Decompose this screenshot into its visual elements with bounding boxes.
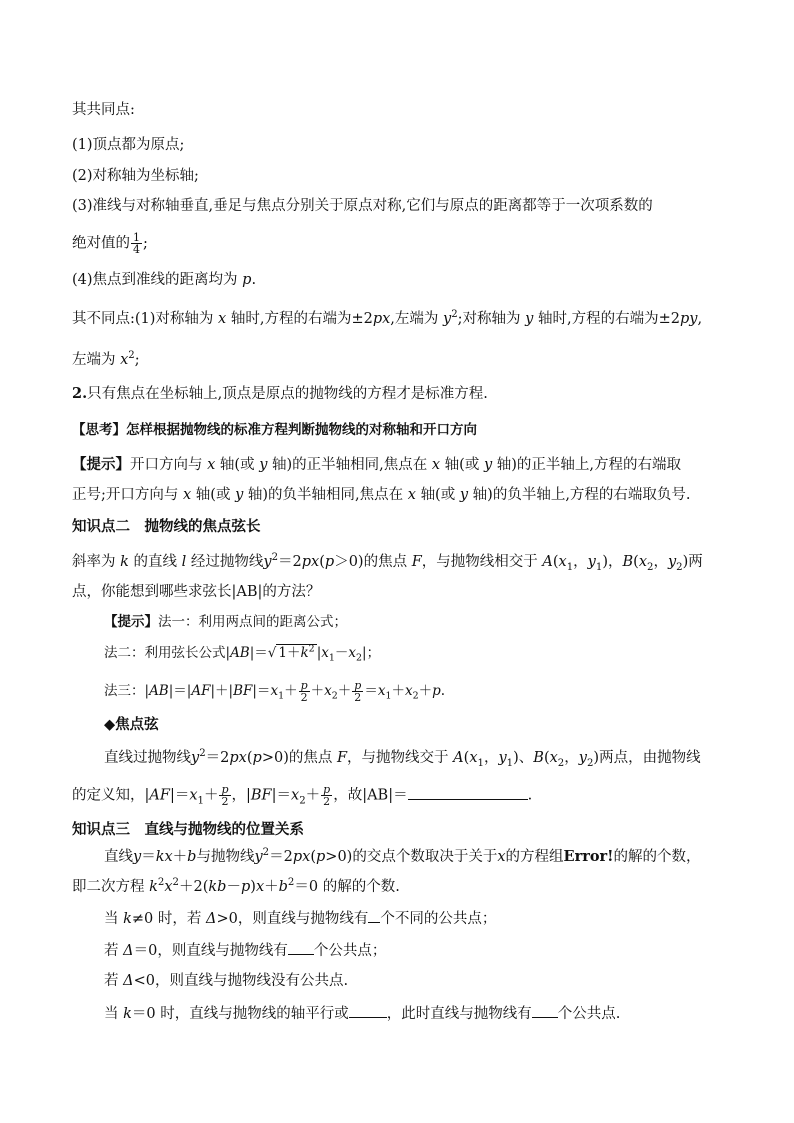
answer-blank-case-1[interactable] <box>368 908 380 923</box>
common-heading: 其共同点: <box>72 102 135 118</box>
answer-blank-chord-length[interactable] <box>408 785 528 800</box>
k3-case-1: 当 k≠0 时，若 Δ>0，则直线与抛物线有 个不同的公共点； <box>104 908 496 929</box>
k3-case-2: 若 Δ＝0，则直线与抛物线有 个公共点； <box>104 940 386 961</box>
note-standard-equation: 2.只有焦点在坐标轴上,顶点是原点的抛物线的方程才是标准方程. <box>72 385 488 402</box>
common-point-3: (3)准线与对称轴垂直,垂足与焦点分别关于原点对称,它们与原点的距离都等于一次项系数的 <box>72 198 653 214</box>
common-point-2: (2)对称轴为坐标轴; <box>72 168 199 184</box>
k3-line-2: 即二次方程 $k^2x^2+2(kb-p)x+b^2=0$ 的解的个数. <box>72 877 400 895</box>
think-question: 【思考】怎样根据抛物线的标准方程判断抛物线的对称轴和开口方向 <box>72 422 477 438</box>
difference-line-2: 左端为 $x^2$; <box>72 350 140 368</box>
difference-line-1: 其不同点:(1)对称轴为 x 轴时,方程的右端为±2px,左端为 $y^2$;对称轴为 y 轴时,方程的右端为±2py, <box>72 309 703 327</box>
focal-chord-line-1: 直线过抛物线$y^2=2px(p>0)$的焦点 F，与抛物线交于 $A(x_1$，$y_1$)、$B(x_2$，$y_2$)两点，由抛物线 <box>104 748 701 769</box>
focal-chord-line-2: 的定义知，$|AF|=x_1+$ $\frac{p}{2}$ ，$|BF|=x_2+$ $\frac{p}{2}$ ，故|AB|＝ . <box>72 783 533 808</box>
k3-case-3: 若 Δ<0，则直线与抛物线没有公共点. <box>104 973 349 989</box>
hint-method-1: 【提示】法一：利用两点间的距离公式； <box>104 614 347 630</box>
section-title-line-parabola: 知识点三 直线与抛物线的位置关系 <box>72 821 304 838</box>
hint-method-3: 法三：$|AB|=|AF|+|BF|=x_1+$ $\frac{p}{2}$ $+x_2+$ $\frac{p}{2}$ $=x_1+x_2+p$. <box>104 679 446 704</box>
answer-blank-case-4a[interactable] <box>349 1003 387 1018</box>
question-line-1: 斜率为 k 的直线 l 经过抛物线$y^2=2px(p>0)$的焦点 F，与抛物线相交于 $A(x_1$，$y_1$)，$B(x_2$，$y_2$)两 <box>72 552 703 573</box>
answer-blank-case-4b[interactable] <box>532 1003 558 1018</box>
k3-case-4: 当 k＝0 时，直线与抛物线的轴平行或 ，此时直线与抛物线有 个公共点. <box>104 1003 620 1024</box>
hint-line-1: 【提示】开口方向与 x 轴(或 y 轴)的正半轴相同,焦点在 x 轴(或 y 轴)的正半轴上,方程的右端取 <box>72 456 682 473</box>
question-line-2: 点，你能想到哪些求弦长|AB|的方法？ <box>72 584 321 600</box>
fraction-one-quarter: $\frac{1}{4}$ <box>133 231 140 256</box>
common-point-1: (1)顶点都为原点; <box>72 137 185 153</box>
hint-line-2: 正号;开口方向与 x 轴(或 y 轴)的负半轴相同,焦点在 x 轴(或 y 轴)的负半轴上,方程的右端取负号. <box>72 487 691 503</box>
k3-line-1: 直线y＝kx＋b与抛物线$y^2=2px(p>0)$的交点个数取决于关于x的方程组Error!的解的个数， <box>104 847 701 865</box>
common-point-3-cont: 绝对值的 $\frac{1}{4}$ ; <box>72 231 148 256</box>
hint-method-2: 法二：利用弦长公式|AB|＝√ $1+k^2$ $|x_1-x_2|$； <box>104 643 381 664</box>
section-title-focal-chord: 知识点二 抛物线的焦点弦长 <box>72 518 261 535</box>
focal-chord-heading: ◆焦点弦 <box>104 716 159 733</box>
common-point-4: (4)焦点到准线的距离均为 p. <box>72 272 257 288</box>
answer-blank-case-2[interactable] <box>288 940 314 955</box>
